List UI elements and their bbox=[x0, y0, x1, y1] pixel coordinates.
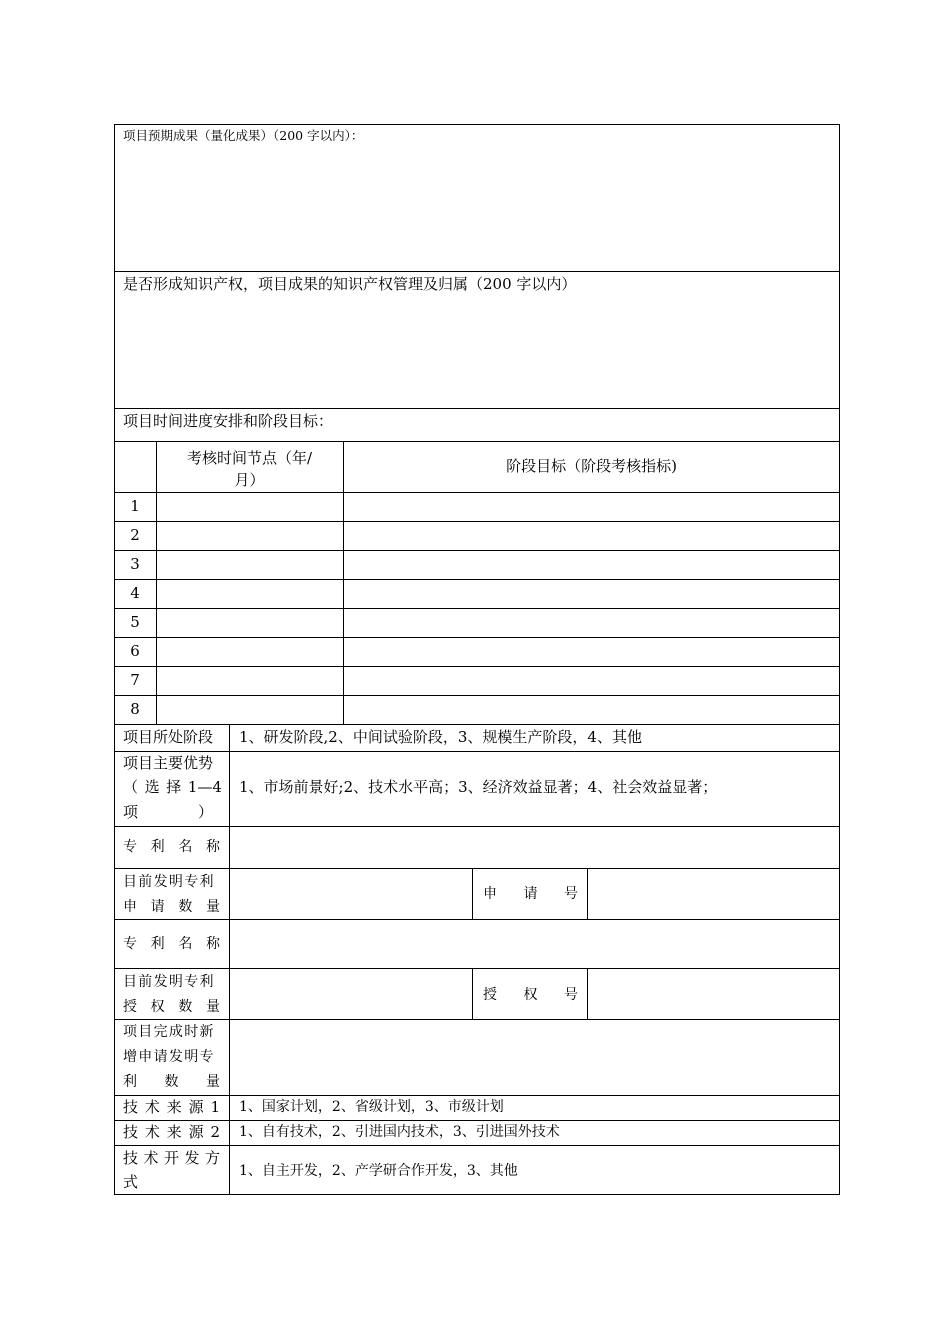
divider bbox=[114, 1019, 840, 1020]
patent-apply-count-field[interactable] bbox=[231, 870, 471, 918]
divider bbox=[114, 695, 840, 696]
divider bbox=[229, 724, 230, 1195]
patent-grant-count-field[interactable] bbox=[231, 970, 471, 1018]
divider bbox=[114, 666, 840, 667]
schedule-row-number: 1 bbox=[130, 497, 140, 515]
application-number-field[interactable] bbox=[589, 870, 838, 918]
patent-name-label-2: 专 利 名 称 bbox=[123, 936, 220, 952]
new-patents-label-line2: 增申请发明专 bbox=[123, 1049, 215, 1065]
stage-goal-header: 阶段目标（阶段考核指标) bbox=[506, 457, 677, 475]
divider bbox=[114, 271, 840, 272]
patent-name-label: 专 利 名 称 bbox=[123, 839, 220, 855]
schedule-time-cell[interactable] bbox=[158, 581, 342, 607]
ip-field[interactable] bbox=[116, 298, 838, 406]
new-patents-label-line1: 项目完成时新 bbox=[123, 1024, 215, 1040]
advantage-value: 1、市场前景好;2、技术水平高；3、经济效益显著；4、社会效益显著； bbox=[239, 778, 718, 796]
dev-method-label-line1: 技 术 开 发 方 bbox=[123, 1149, 220, 1167]
schedule-row-number: 6 bbox=[130, 642, 140, 660]
schedule-goal-cell[interactable] bbox=[345, 639, 838, 665]
dev-method-value: 1、自主开发，2、产学研合作开发，3、其他 bbox=[239, 1163, 518, 1179]
time-node-header-line2: 月） bbox=[234, 471, 265, 489]
divider bbox=[114, 751, 840, 752]
new-patents-field[interactable] bbox=[231, 1021, 838, 1094]
divider bbox=[472, 968, 473, 1019]
application-number-label: 申 请 号 bbox=[483, 886, 578, 902]
ip-label: 是否形成知识产权，项目成果的知识产权管理及归属（200 字以内） bbox=[123, 275, 577, 293]
advantage-label-line3: 项 ） bbox=[123, 803, 213, 821]
divider bbox=[114, 408, 840, 409]
patent-name-field[interactable] bbox=[231, 828, 838, 867]
divider bbox=[114, 968, 840, 969]
schedule-row-number: 8 bbox=[130, 700, 140, 718]
schedule-label: 项目时间进度安排和阶段目标： bbox=[123, 412, 334, 430]
patent-apply-label-line2: 申 请 数 量 bbox=[123, 899, 220, 915]
schedule-time-cell[interactable] bbox=[158, 697, 342, 723]
new-patents-label-line3: 利 数 量 bbox=[123, 1074, 220, 1090]
divider bbox=[114, 1120, 840, 1121]
expected-results-label: 项目预期成果（量化成果）（200 字以内）： bbox=[123, 128, 364, 143]
divider bbox=[114, 868, 840, 869]
tech-source-1-value: 1、国家计划，2、省级计划，3、市级计划 bbox=[239, 1099, 504, 1115]
advantage-label-line2: （ 选 择 1—4 bbox=[123, 778, 222, 796]
time-node-header-line1: 考核时间节点（年/ bbox=[186, 449, 313, 467]
divider bbox=[114, 579, 840, 580]
time-node-header bbox=[156, 447, 343, 491]
divider bbox=[114, 826, 840, 827]
divider bbox=[114, 441, 840, 442]
schedule-row-number: 4 bbox=[130, 584, 140, 602]
schedule-time-cell[interactable] bbox=[158, 639, 342, 665]
tech-source-2-label: 技 术 来 源 2 bbox=[123, 1123, 220, 1141]
divider bbox=[114, 637, 840, 638]
schedule-row-number: 7 bbox=[130, 671, 140, 689]
patent-apply-label-line1: 目前发明专利 bbox=[123, 874, 215, 890]
schedule-row-number: 5 bbox=[130, 613, 140, 631]
divider bbox=[587, 968, 588, 1019]
schedule-time-cell[interactable] bbox=[158, 523, 342, 549]
divider bbox=[114, 1145, 840, 1146]
schedule-goal-cell[interactable] bbox=[345, 523, 838, 549]
expected-results-field[interactable] bbox=[116, 150, 838, 269]
grant-number-field[interactable] bbox=[589, 970, 838, 1018]
divider bbox=[114, 919, 840, 920]
schedule-time-cell[interactable] bbox=[158, 494, 342, 520]
schedule-row-number: 3 bbox=[130, 555, 140, 573]
schedule-goal-cell[interactable] bbox=[345, 668, 838, 694]
divider bbox=[587, 868, 588, 919]
divider bbox=[114, 608, 840, 609]
schedule-row-number: 2 bbox=[130, 526, 140, 544]
divider bbox=[114, 492, 840, 493]
stage-value: 1、研发阶段,2、中间试验阶段，3、规模生产阶段，4、其他 bbox=[239, 728, 642, 746]
patent-grant-label-line1: 目前发明专利 bbox=[123, 974, 215, 990]
schedule-goal-cell[interactable] bbox=[345, 581, 838, 607]
schedule-goal-cell[interactable] bbox=[345, 610, 838, 636]
schedule-goal-cell[interactable] bbox=[345, 494, 838, 520]
divider bbox=[114, 521, 840, 522]
patent-grant-label-line2: 授 权 数 量 bbox=[123, 999, 220, 1015]
grant-number-label: 授 权 号 bbox=[483, 987, 578, 1003]
tech-source-2-value: 1、自有技术，2、引进国内技术，3、引进国外技术 bbox=[239, 1124, 560, 1140]
schedule-time-cell[interactable] bbox=[158, 552, 342, 578]
advantage-label-line1: 项目主要优势 bbox=[123, 754, 214, 772]
divider bbox=[114, 1095, 840, 1096]
schedule-time-cell[interactable] bbox=[158, 610, 342, 636]
divider bbox=[472, 868, 473, 919]
schedule-goal-cell[interactable] bbox=[345, 697, 838, 723]
divider bbox=[343, 441, 344, 724]
patent-name-field-2[interactable] bbox=[231, 921, 838, 967]
schedule-time-cell[interactable] bbox=[158, 668, 342, 694]
schedule-goal-cell[interactable] bbox=[345, 552, 838, 578]
divider bbox=[114, 550, 840, 551]
stage-label: 项目所处阶段 bbox=[123, 728, 214, 746]
tech-source-1-label: 技 术 来 源 1 bbox=[123, 1098, 220, 1116]
dev-method-label-line2: 式 bbox=[123, 1173, 139, 1191]
divider bbox=[114, 724, 840, 725]
